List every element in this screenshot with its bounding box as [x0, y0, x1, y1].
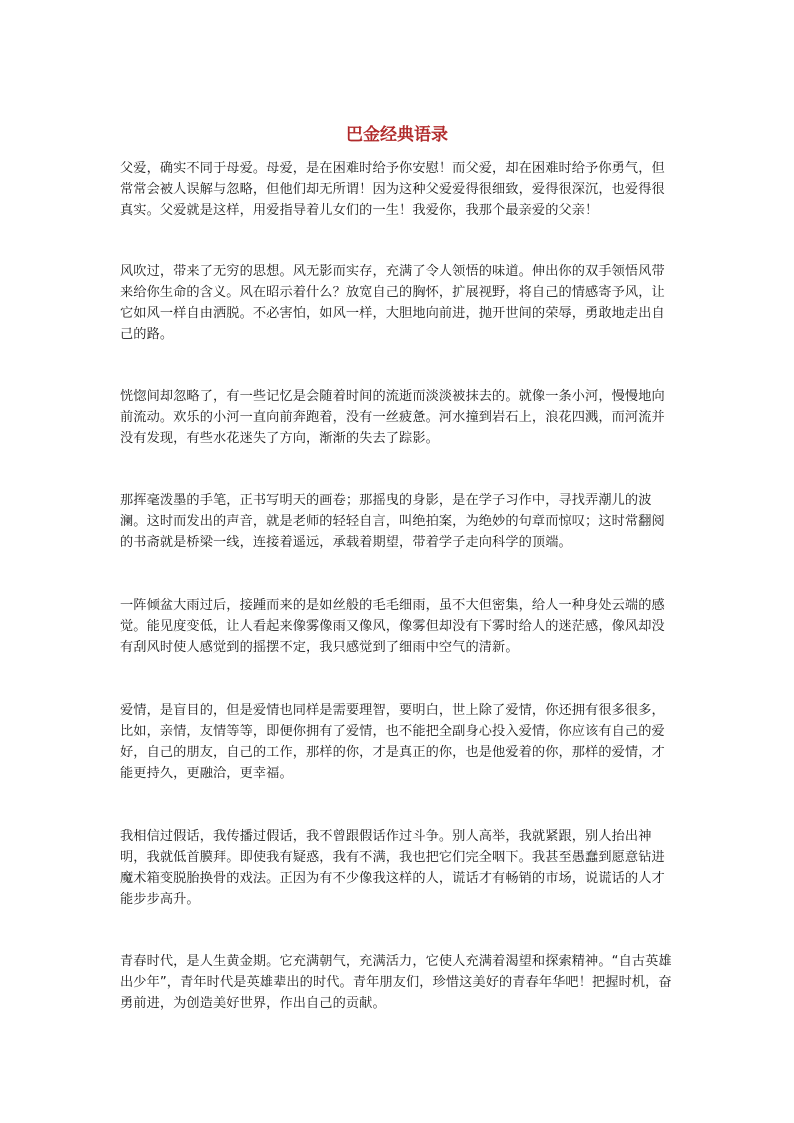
paragraph-father-love: 父爱，确实不同于母爱。母爱，是在困难时给予你安慰！而父爱，却在困难时给予你勇气，但常常会被人误解与忽略，但他们却无所谓！因为这种父爱爱得很细致，爱得很深沉，也爱得很真实。父爱就是这样，用爱指导着儿女们的一生！我爱你，我那个最亲爱的父亲！: [120, 161, 665, 218]
paragraph-lies: 我相信过假话，我传播过假话，我不曾跟假话作过斗争。别人高举，我就紧跟，别人抬出神明，我就低首膜拜。即使我有疑惑，我有不满，我也把它们完全咽下。我甚至愚蠢到愿意钻进魔术箱变脱胎换骨的戏法。正因为有不少像我这样的人，谎话才有畅销的市场，说谎话的人才能步步高升。: [120, 829, 665, 907]
paragraph-wind: 风吹过，带来了无穷的思想。风无影而实存，充满了令人领悟的味道。伸出你的双手领悟风带来给你生命的含义。风在昭示着什么？放宽自己的胸怀，扩展视野，将自己的情感寄予风，让它如风一样自由洒脱。不必害怕，如风一样，大胆地向前进，抛开世间的荣辱，勇敢地走出自己的路。: [120, 264, 665, 342]
paragraph-teacher: 那挥毫泼墨的手笔，正书写明天的画卷；那摇曳的身影，是在学子习作中，寻找弄潮儿的波澜。这时而发出的声音，就是老师的轻轻自言，叫绝拍案，为绝妙的句章而惊叹；这时常翻阅的书斋就是桥梁一线，连接着遥远，承载着期望，带着学子走向科学的顶端。: [120, 493, 665, 550]
paragraph-love: 爱情，是盲目的，但是爱情也同样是需要理智，要明白，世上除了爱情，你还拥有很多很多，比如，亲情，友情等等，即便你拥有了爱情，也不能把全副身心投入爱情，你应该有自己的爱好，自己的朋友，自己的工作，那样的你，才是真正的你，也是他爱着的你，那样的爱情，才能更持久，更融洽，更幸福。: [120, 703, 665, 781]
paragraph-drizzle: 一阵倾盆大雨过后，接踵而来的是如丝般的毛毛细雨，虽不大但密集，给人一种身处云端的感觉。能见度变低，让人看起来像雾像雨又像风，像雾但却没有下雾时给人的迷茫感，像风却没有刮风时使人感觉到的摇摆不定，我只感觉到了细雨中空气的清新。: [120, 598, 665, 655]
document-title: 巴金经典语录: [346, 125, 448, 145]
paragraph-memory-river: 恍惚间却忽略了，有一些记忆是会随着时间的流逝而淡淡被抹去的。就像一条小河，慢慢地向前流动。欢乐的小河一直向前奔跑着，没有一丝疲惫。河水撞到岩石上，浪花四溅，而河流并没有发现，有些水花迷失了方向，渐渐的失去了踪影。: [120, 389, 665, 446]
paragraph-youth: 青春时代，是人生黄金期。它充满朝气，充满活力，它使人充满着渴望和探索精神。“自古英雄出少年”，青年时代是英雄辈出的时代。青年朋友们，珍惜这美好的青春年华吧！把握时机，奋勇前进，为创造美好世界，作出自己的贡献。: [120, 954, 672, 1011]
